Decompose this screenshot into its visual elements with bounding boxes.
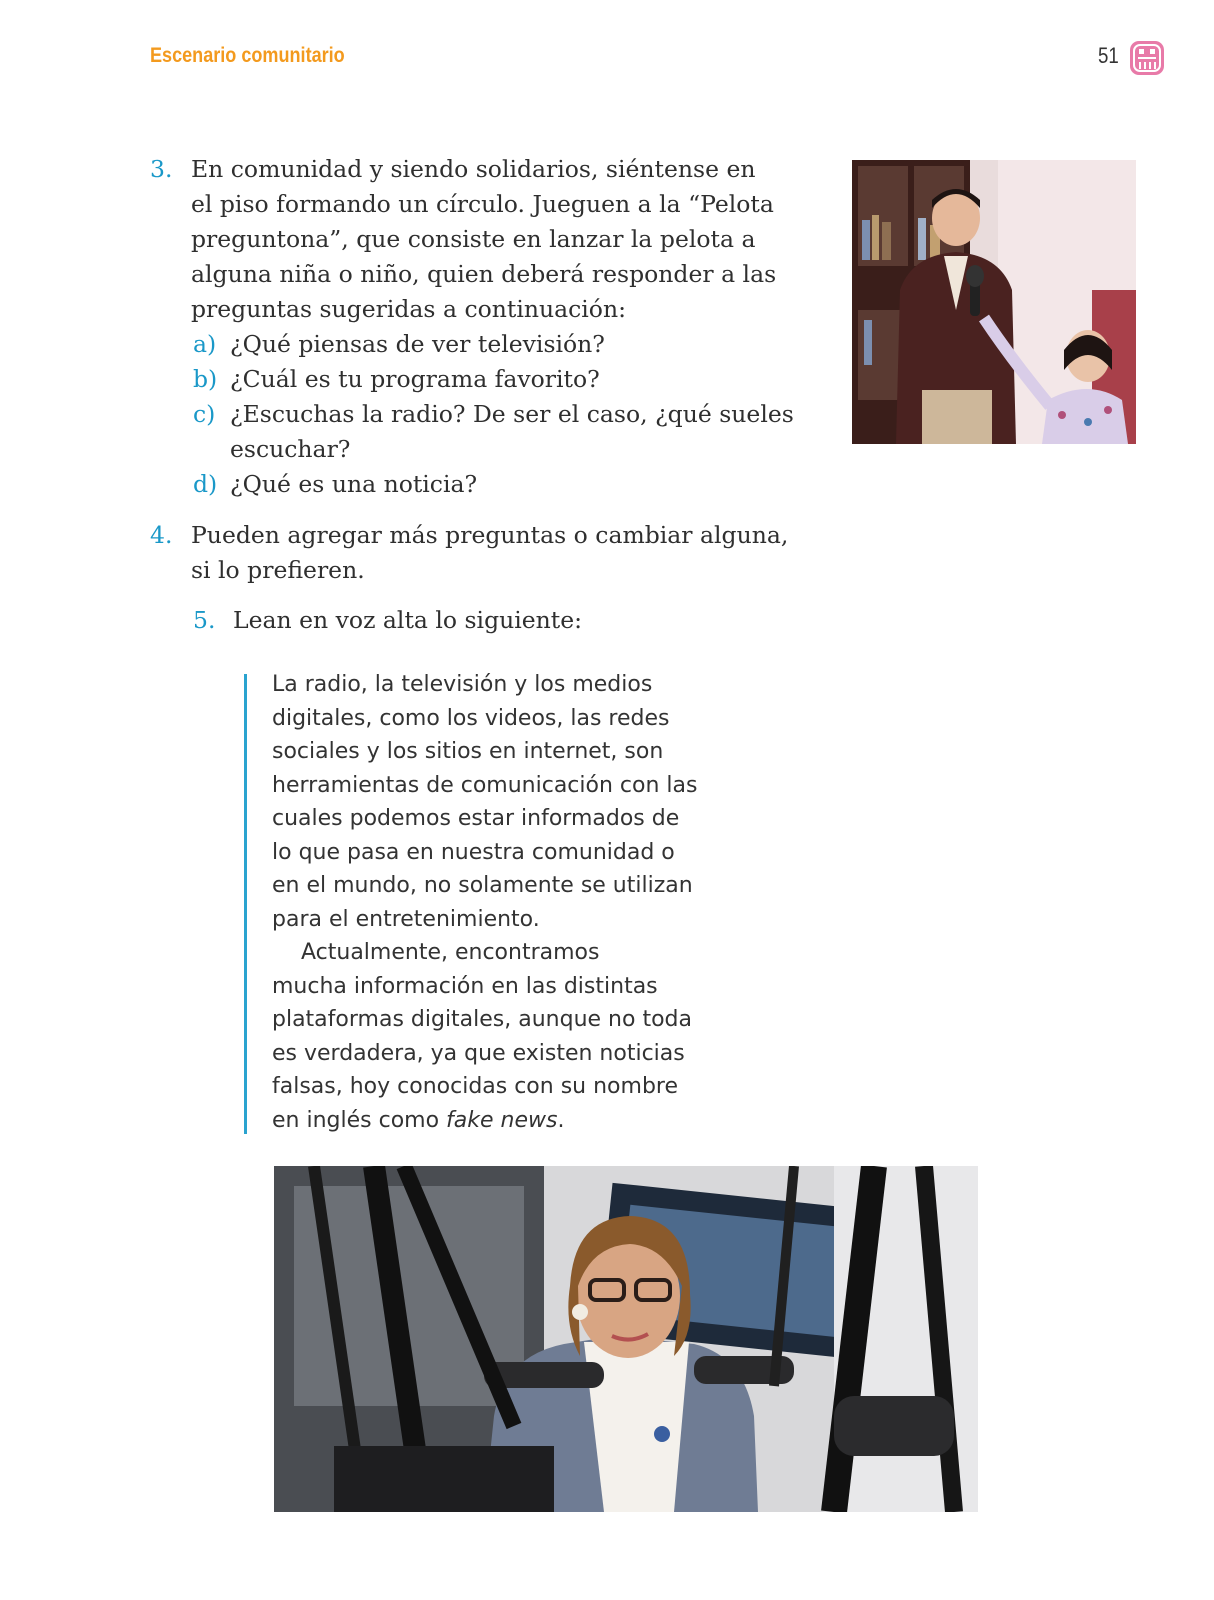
sub-item-letter: c)	[193, 400, 216, 428]
passage-italic-term: fake news	[446, 1107, 558, 1133]
passage-line: en el mundo, no solamente se utilizan	[272, 873, 693, 898]
sub-item-letter: b)	[193, 365, 218, 393]
question-text: ¿Qué piensas de ver televisión?	[230, 330, 605, 358]
list-number: 3.	[150, 155, 173, 183]
passage-line: digitales, como los videos, las redes	[272, 705, 670, 731]
list-item-line: preguntas sugeridas a continuación:	[191, 295, 627, 323]
photo-radio-broadcaster	[274, 1166, 978, 1512]
section-title: Escenario comunitario	[150, 44, 345, 67]
quote-accent-bar	[244, 674, 247, 1134]
passage-line-last	[272, 1104, 772, 1138]
list-item-line: alguna niña o niño, quien deberá responder a las	[191, 260, 777, 288]
passage-line: para el entretenimiento.	[272, 906, 540, 932]
photo-interview-classroom	[852, 160, 1136, 444]
pre-hispanic-glyph-icon	[1129, 40, 1165, 76]
question-text: ¿Escuchas la radio? De ser el caso, ¿qué sueles	[230, 400, 794, 428]
sub-item-letter: d)	[193, 470, 218, 498]
passage-paragraph-1	[272, 668, 772, 936]
passage-text: en inglés como	[272, 1107, 447, 1133]
passage-line: cuales podemos estar informados de	[272, 806, 680, 831]
passage-line: falsas, hoy conocidas con su nombre	[272, 1074, 679, 1099]
sub-item-letter: a)	[193, 330, 217, 358]
page-number: 51	[1098, 43, 1119, 68]
reading-passage	[272, 668, 772, 1137]
passage-line: lo que pasa en nuestra comunidad o	[272, 839, 675, 865]
list-item-line: Lean en voz alta lo siguiente:	[233, 606, 583, 634]
list-item-line: si lo prefieren.	[191, 556, 365, 584]
passage-line: mucha información en las distintas	[272, 973, 658, 999]
list-item-line: preguntona”, que consiste en lanzar la pelota a	[191, 225, 756, 253]
passage-line: es verdadera, ya que existen noticias	[272, 1040, 685, 1066]
question-text: ¿Qué es una noticia?	[230, 470, 478, 498]
question-text: escuchar?	[230, 435, 351, 463]
passage-line: sociales y los sitios en internet, son	[272, 739, 664, 764]
list-item-line: Pueden agregar más preguntas o cambiar alguna,	[191, 521, 789, 549]
passage-line: plataformas digitales, aunque no toda	[272, 1007, 692, 1032]
list-item-line: el piso formando un círculo. Jueguen a la “Pelota	[191, 190, 774, 218]
passage-line: herramientas de comunicación con las	[272, 772, 698, 798]
passage-text: .	[557, 1107, 565, 1133]
passage-line: Actualmente, encontramos	[301, 940, 600, 965]
list-item-line: En comunidad y siendo solidarios, siéntense en	[191, 155, 756, 183]
list-number: 5.	[193, 606, 216, 634]
question-text: ¿Cuál es tu programa favorito?	[230, 365, 600, 393]
passage-paragraph-2	[272, 936, 772, 1137]
passage-line: La radio, la televisión y los medios	[272, 672, 653, 697]
list-number: 4.	[150, 521, 173, 549]
